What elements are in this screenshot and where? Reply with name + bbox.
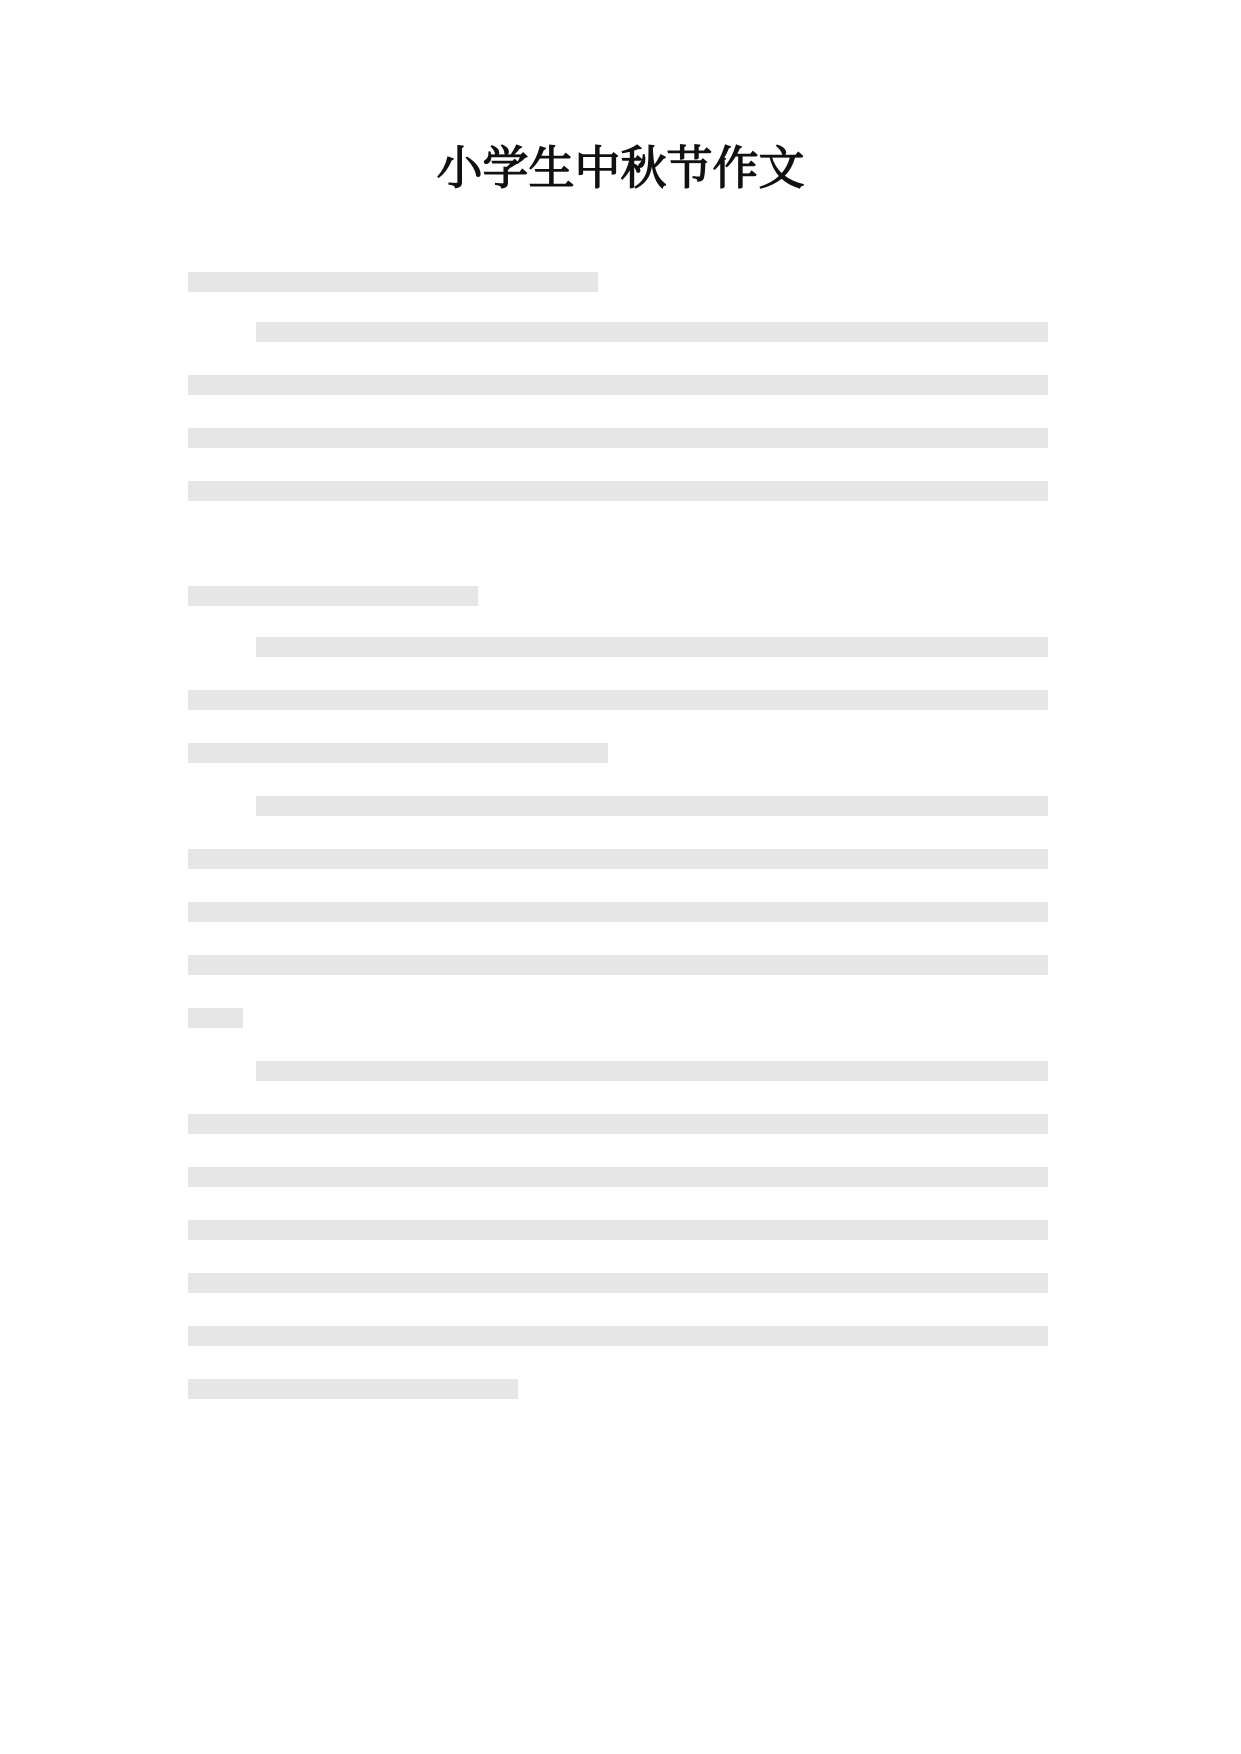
document-title: 小学生中秋节作文	[436, 141, 805, 195]
text-line-placeholder	[188, 1008, 243, 1028]
text-line-placeholder	[188, 1114, 1048, 1134]
text-line-placeholder	[188, 743, 608, 763]
text-line-placeholder	[188, 1167, 1048, 1187]
text-line-placeholder	[188, 1379, 518, 1399]
text-line-placeholder	[256, 637, 1048, 657]
text-line-placeholder	[188, 690, 1048, 710]
text-line-placeholder	[256, 1061, 1048, 1081]
text-line-placeholder	[188, 481, 1048, 501]
text-line-placeholder	[188, 1273, 1048, 1293]
text-line-placeholder	[188, 902, 1048, 922]
text-line-placeholder	[188, 428, 1048, 448]
section-heading-placeholder	[188, 586, 478, 606]
text-line-placeholder	[188, 1220, 1048, 1240]
text-line-placeholder	[188, 375, 1048, 395]
text-line-placeholder	[188, 849, 1048, 869]
text-line-placeholder	[256, 796, 1048, 816]
subtitle-placeholder	[188, 272, 598, 292]
text-line-placeholder	[256, 322, 1048, 342]
text-line-placeholder	[188, 955, 1048, 975]
text-line-placeholder	[188, 1326, 1048, 1346]
